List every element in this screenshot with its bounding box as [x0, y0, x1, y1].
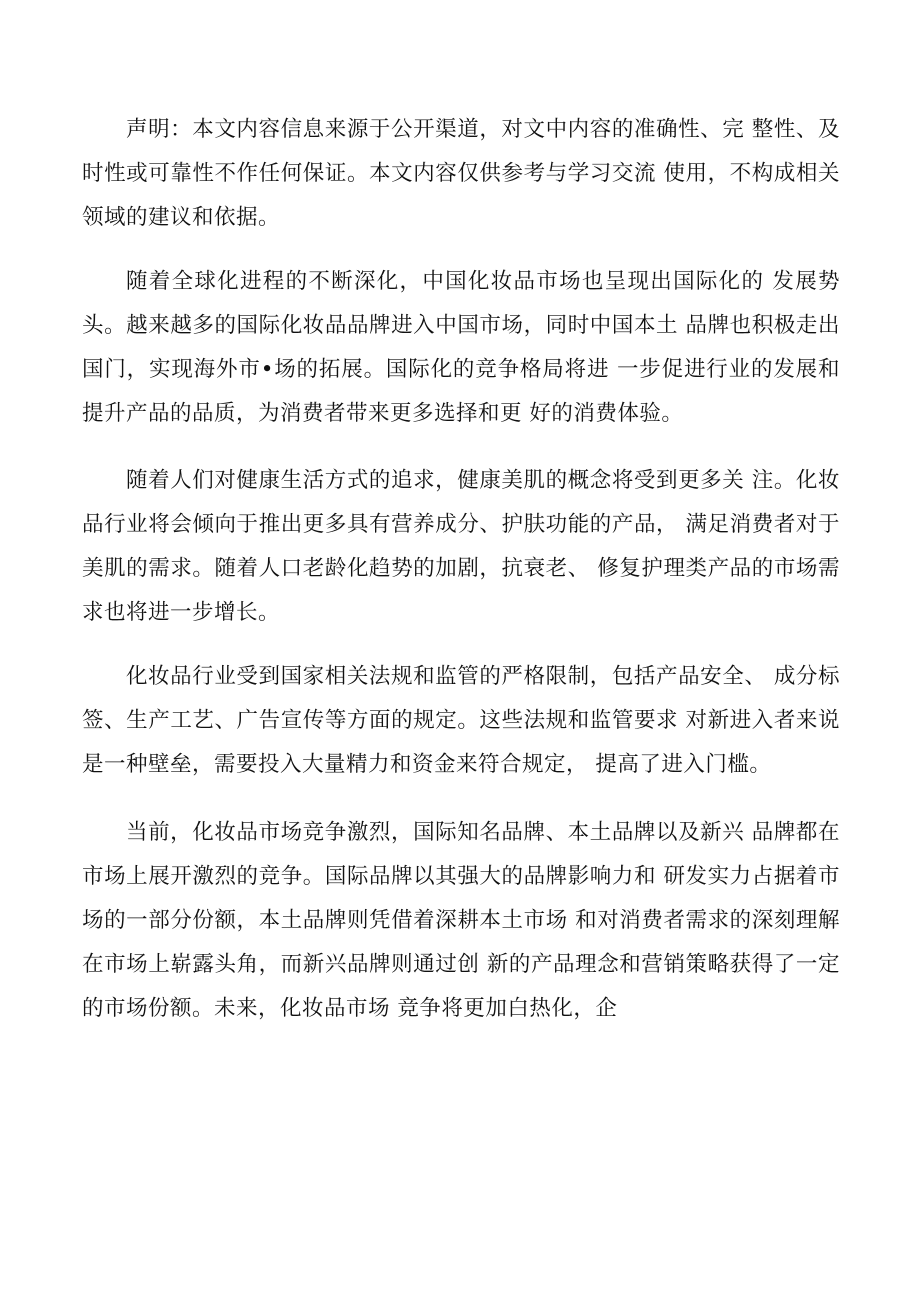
paragraph-healthy-skin: 随着人们对健康生活方式的追求，健康美肌的概念将受到更多关 注。化妆品行业将会倾向于推出更多具有营养成分、护肤功能的产品， 满足消费者对于美肌的需求。随着人口老龄化趋势的加剧，抗衰老、 修复护理类产品的市场需求也将进一步增长。 [82, 468, 840, 625]
paragraph-competition: 当前，化妆品市场竞争激烈，国际知名品牌、本土品牌以及新兴 品牌都在市场上展开激烈的竞争。国际品牌以其强大的品牌影响力和 研发实力占据着市场的一部分份额，本土品牌则凭借着深耕本土市场 和对消费者需求的深刻理解在市场上崭露头角，而新兴品牌则通过创 新的产品理念和营销策略获得了一定的市场份额。未来，化妆品市场 竞争将更加白热化，企 [82, 820, 840, 1021]
paragraph-disclaimer: 声明：本文内容信息来源于公开渠道，对文中内容的准确性、完 整性、及时性或可靠性不作任何保证。本文内容仅供参考与学习交流 使用，不构成相关领域的建议和依据。 [82, 117, 840, 230]
paragraph-regulation: 化妆品行业受到国家相关法规和监管的严格限制，包括产品安全、 成分标签、生产工艺、广告宣传等方面的规定。这些法规和监管要求 对新进入者来说是一种壁垒，需要投入大量精力和资金来符合规定， 提高了进入门槛。 [82, 664, 840, 777]
paragraph-globalization: 随着全球化进程的不断深化，中国化妆品市场也呈现出国际化的 发展势头。越来越多的国际化妆品品牌进入中国市场，同时中国本土 品牌也积极走出国门，实现海外市•场的拓展。国际化的竞争格局将进 一步促进行业的发展和提升产品的品质，为消费者带来更多选择和更 好的消费体验。 [82, 269, 840, 426]
